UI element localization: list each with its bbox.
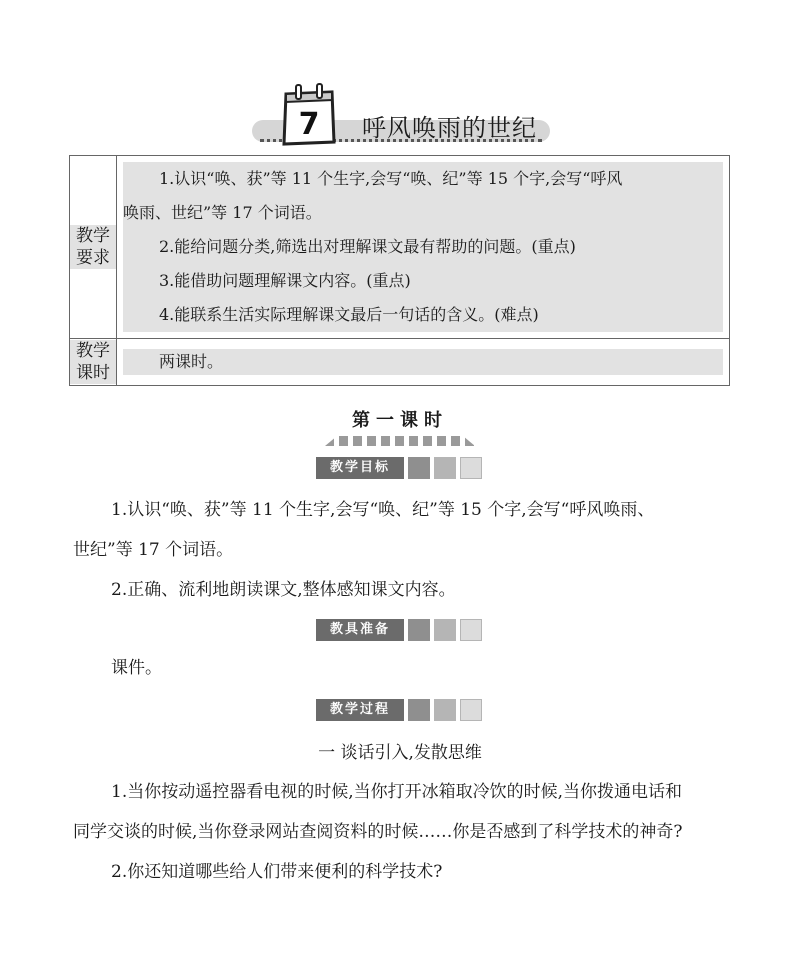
requirement-1: 1.认识“唤、获”等 11 个生字,会写“唤、纪”等 15 个字,会写“呼风	[159, 169, 623, 188]
requirements-table	[69, 155, 730, 386]
requirement-4: 4.能联系生活实际理解课文最后一句话的含义。(难点)	[159, 305, 539, 324]
materials-value: 课件。	[111, 658, 162, 678]
objective-1: 1.认识“唤、获”等 11 个生字,会写“唤、纪”等 15 个字,会写“呼风唤雨、 世纪”等 17 个词语。	[73, 500, 655, 560]
requirement-1-cont: 唤雨、世纪”等 17 个词语。	[123, 203, 322, 222]
materials-badge: 教具准备	[316, 619, 482, 641]
requirements-content	[117, 156, 730, 339]
lesson-title: 呼风唤雨的世纪	[362, 114, 537, 142]
lesson-number: 7	[298, 107, 320, 142]
process-question-1: 1.当你按动遥控器看电视的时候,当你打开冰箱取冷饮的时候,当你拨通电话和 同学交谈的时候,当你登录网站查阅资料的时候……你是否感到了科学技术的神奇?	[73, 782, 683, 842]
process-question-2: 2.你还知道哪些给人们带来便利的科学技术?	[111, 862, 443, 882]
requirements-label: 教学 要求	[70, 156, 117, 339]
objective-2: 2.正确、流利地朗读课文,整体感知课文内容。	[111, 580, 456, 600]
objectives-badge: 教学目标	[316, 457, 482, 479]
section-title-text: 第一课时	[352, 410, 448, 431]
requirement-3: 3.能借助问题理解课文内容。(重点)	[159, 271, 411, 290]
hours-label: 教学 课时	[70, 339, 117, 386]
process-step-title: 一 谈话引入,发散思维	[318, 743, 482, 763]
requirements-row	[70, 156, 730, 339]
hours-row	[70, 339, 730, 386]
section-title	[0, 406, 800, 446]
calendar-icon	[280, 82, 338, 146]
lesson-header	[0, 78, 800, 158]
section-title-underline	[325, 436, 475, 446]
process-badge: 教学过程	[316, 699, 482, 721]
hours-content	[117, 339, 730, 386]
hours-value: 两课时。	[123, 349, 723, 375]
requirement-2: 2.能给问题分类,筛选出对理解课文最有帮助的问题。(重点)	[159, 237, 576, 256]
